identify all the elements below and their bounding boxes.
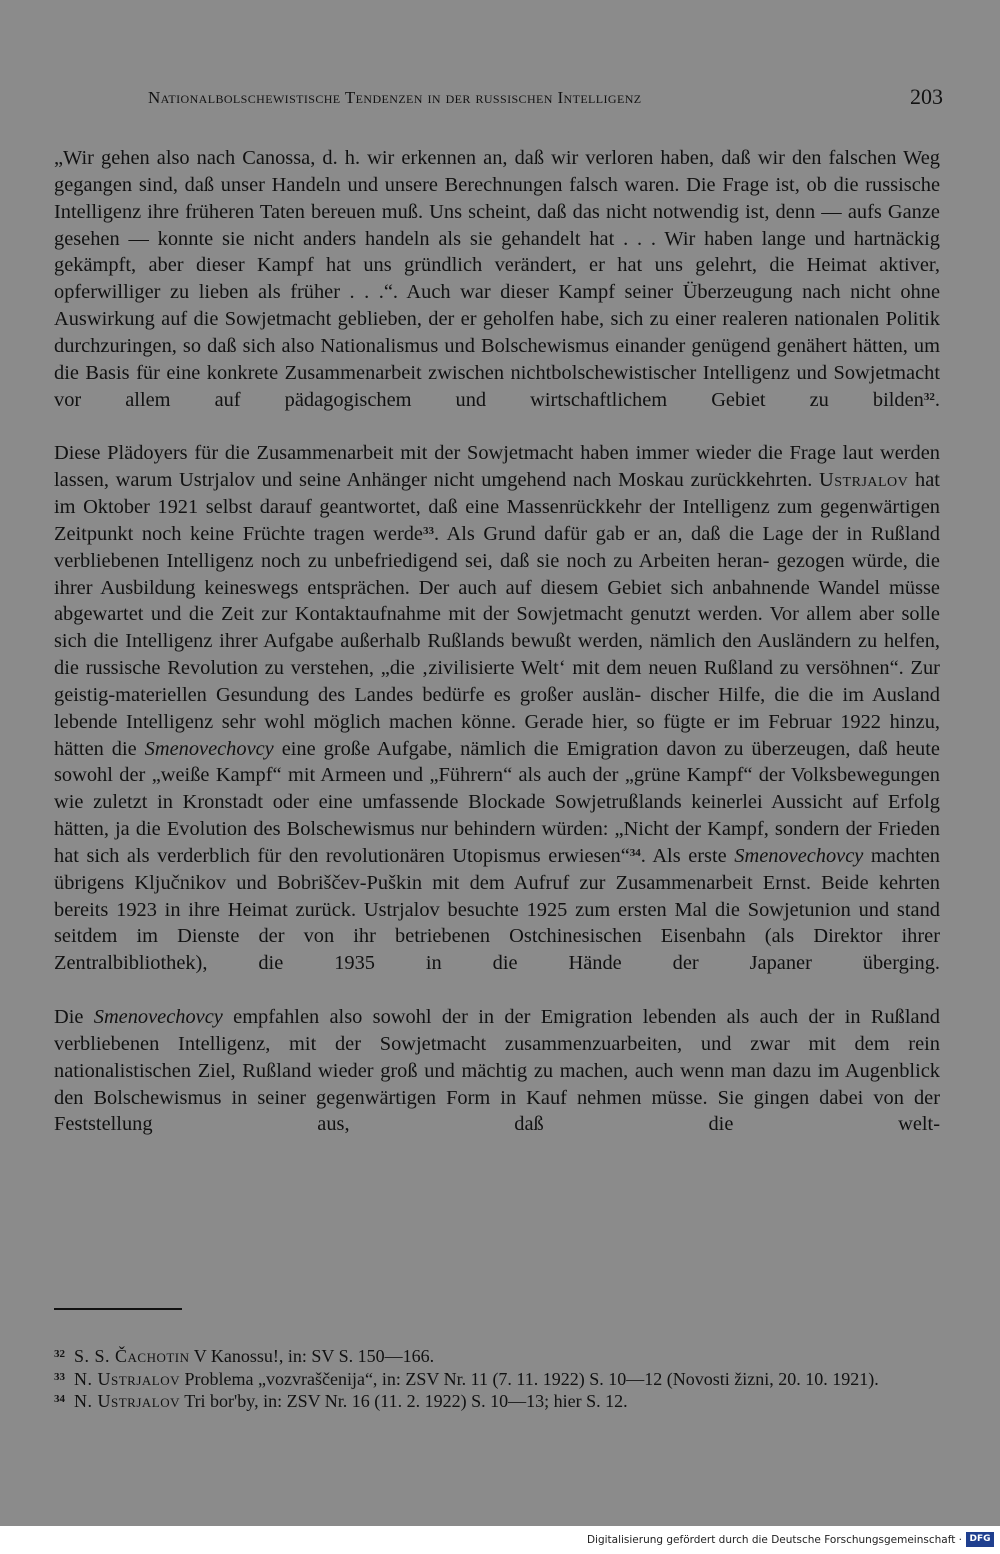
- footnote-text: Tri bor'by, in: ZSV Nr. 16 (11. 2. 1922) S. 10—13; hier S. 12.: [184, 1391, 628, 1411]
- text-line: russische Revolution zu verstehen, „die ‚zivilisierte Welt‘ mit dem neuen Rußland zu: [85, 657, 799, 680]
- footnote-author: N. Ustrjalov: [74, 1368, 181, 1389]
- author-name: Ustrjalov: [819, 469, 909, 492]
- text-line: machten übrigens Ključnikov und: [54, 844, 940, 894]
- text-line: „Nicht der Kampf, sondern der Frieden hat sich als verderblich für den revolutionären: [54, 818, 940, 867]
- footnote-text: Problema „vozvraščenija“, in: ZSV Nr. 11 (7. 11. 1922) S. 10—12 (Novosti: [184, 1368, 730, 1389]
- credit-bar: [0, 1526, 1000, 1554]
- text-line: Form in Kauf nehmen müsse. Sie gingen dabei von der Feststellung aus, daß die welt-: [54, 1086, 940, 1136]
- text-line: . Als Grund dafür gab er an, daß die Lage der in Rußland: [433, 522, 940, 545]
- text-line: Gerade hier, so fügte er im Februar 1922 hinzu, hätten die: [54, 710, 940, 760]
- text-line: opferwilliger zu lieben als früher . . .“. Auch war dieser Kampf seiner Überzeugung: [54, 281, 793, 304]
- paragraph-3: [54, 1004, 940, 1165]
- text-line: Früchte tragen werde: [242, 522, 423, 545]
- text-line: mit der Sowjetmacht genutzt werden. Vor allem aber solle sich die Intelligenz ihrer: [54, 603, 940, 653]
- text-line: . Als erste: [640, 844, 727, 867]
- italic-term: Smenovechovcy: [144, 737, 274, 760]
- footnote-divider: [54, 1308, 182, 1310]
- text-line: und stand seitdem im Dienste der von ihr betriebenen Ostchinesischen Eisenbahn (als: [54, 898, 940, 948]
- footnote-author: S. S. Čachotin: [74, 1346, 190, 1366]
- footnote-text: žizni, 20. 10. 1921).: [734, 1368, 879, 1389]
- dfg-logo-icon: DFG: [966, 1532, 994, 1547]
- paragraph-2: [54, 440, 940, 1004]
- text-line: falsch waren. Die Frage ist, ob die russische Intelligenz ihre früheren Taten bereuen: [54, 173, 940, 223]
- text-line: „Wir gehen also nach Canossa, d. h. wir erkennen an, daß wir verloren haben, daß: [54, 147, 751, 169]
- text-line: empfahlen also sowohl der in der Emigration lebenden als auch: [233, 1006, 799, 1028]
- text-line: 1923 in ihre Heimat zurück. Ustrjalov besuchte 1925 zum ersten Mal die Sowjetunion: [116, 898, 851, 921]
- text-line: Zusammenarbeit zwischen nichtbolschewistischer Intelligenz und Sowjetmacht vor allem: [54, 361, 940, 411]
- footnotes: [54, 1345, 940, 1413]
- text-line: nicht anders handeln als sie gehandelt hat . . . Wir haben lange und hartnäckig gekämpft,: [54, 227, 940, 277]
- text-line: Bobriščev-Puškin mit dem Aufruf zur Zusammenarbeit Ernst. Beide kehrten bereits: [54, 871, 940, 921]
- text-line: Bolschewismus einander genügend genähert hätten, um die Basis für eine konkrete: [54, 334, 940, 384]
- page-number: 203: [910, 84, 943, 109]
- text-line: Utopismus erwiesen“: [452, 844, 630, 867]
- text-line: versöhnen“. Zur geistig-materiellen Gesundung des Landes bedürfe es großer auslän-: [54, 657, 940, 706]
- text-line: eine große: [281, 737, 371, 760]
- text-line: Die: [54, 1006, 84, 1028]
- text-line: discher Hilfe, die die im Ausland lebende Intelligenz sehr wohl möglich machen könne.: [54, 683, 940, 733]
- text-line: verbliebenen Intelligenz noch zu unbefriedigend sei, daß sie noch zu Arbeiten heran-: [54, 549, 770, 572]
- text-line: muß. Uns scheint, daß das nicht notwendig ist, denn — aufs Ganze gesehen — konnte sie: [54, 200, 940, 250]
- text-line: gezogen würde, die ihrer Ausbildung keineswegs entsprächen. Der auch auf diesem: [54, 549, 940, 599]
- running-title: Nationalbolschewistische Tendenzen in der russischen Intelligenz: [148, 88, 642, 107]
- text-line: wir den falschen Weg gegangen sind, daß unser Handeln und unsere Berechnungen: [54, 147, 940, 196]
- footnote-34: 34 N. Ustrjalov Tri bor'by, in: ZSV Nr. 16 (11. 2. 1922) S. 10—13; hier S. 12.: [54, 1391, 628, 1411]
- footnote-33: 33 N. Ustrjalov Problema „vozvraščenija“, in: ZSV Nr. 11 (7. 11. 1922) S. 10—12 (Novosti žizni, 20. 10. 1921).: [54, 1368, 879, 1389]
- text-line: nach nicht ohne Auswirkung auf die Sowjetmacht geblieben, der er geholfen habe, sich: [54, 281, 940, 331]
- text-line: Kampf“ mit Armeen und „Führern“ als auch der „grüne Kampf“ der Volksbewegungen: [215, 764, 941, 787]
- text-line: und zwar mit dem rein nationalistischen Ziel, Rußland wieder groß und mächtig zu: [54, 1032, 940, 1082]
- text-line: Aufgabe, nämlich die Emigration davon zu überzeugen, daß heute sowohl der „weiße: [54, 737, 940, 787]
- text-line: auf pädagogischem und wirtschaftlichem Gebiet zu bilden: [214, 388, 924, 411]
- italic-term: Smenovechovcy: [93, 1006, 223, 1028]
- text-line: machen, auch wenn man dazu im Augenblick den Bolschewismus in seiner gegenwärtigen: [54, 1059, 941, 1109]
- text-line: aber dieser Kampf hat uns gründlich verändert, er hat uns gelehrt, die Heimat aktiver,: [148, 254, 940, 277]
- text-line: der in Rußland verbliebenen Intelligenz, mit der Sowjetmacht zusammenzuarbeiten,: [54, 1006, 940, 1055]
- text-line: .: [934, 388, 940, 411]
- text-line: Diese Plädoyers für die Zusammenarbeit mit der Sowjetmacht haben immer wieder die: [54, 442, 783, 465]
- footnote-ref-33[interactable]: 33: [422, 524, 434, 537]
- page-header: [148, 86, 948, 116]
- text-line: zu einer realeren nationalen Politik durchzuringen, so daß sich also Nationalismus und: [54, 308, 940, 357]
- text-line: daß eine Massenrückkehr der Intelligenz zum gegenwärtigen Zeitpunkt noch keine: [54, 495, 940, 545]
- italic-term: Smenovechovcy: [734, 844, 864, 867]
- text-line: wie zuletzt in Kronstadt oder eine umfassende Blockade Sowjetrußlands keinerlei: [54, 791, 763, 814]
- text-line: Aufgabe außerhalb Rußlands bewußt werden, nämlich den Ausländern zu helfen, die: [54, 630, 941, 680]
- text-line: Frage laut werden lassen, warum Ustrjalov und seine Anhänger nicht umgehend nach: [54, 442, 940, 492]
- footnote-ref-32[interactable]: 32: [923, 390, 935, 403]
- text-line: Aussicht auf Erfolg hätten, ja die Evolution des Bolschewismus nur behindern würden:: [54, 791, 940, 841]
- footnote-32: 32 S. S. Čachotin V Kanossu!, in: SV S. 150—166.: [54, 1346, 435, 1366]
- text-line: Gebiet sich anbahnende Wandel müsse abgewartet und die Zeit zur Kontaktaufnahme: [54, 576, 940, 626]
- text-line: Direktor ihrer Zentralbibliothek), die 1935 in die Hände der Japaner überging.: [54, 925, 940, 975]
- footnote-text: V Kanossu!, in: SV S. 150—166.: [193, 1346, 435, 1366]
- footnote-ref-34[interactable]: 34: [629, 846, 641, 859]
- text-line: Moskau zurückkehrten.: [618, 469, 813, 492]
- footnote-author: N. Ustrjalov: [74, 1391, 181, 1411]
- digitization-credit: Digitalisierung gefördert durch die Deutsche Forschungsgemeinschaft ·: [586, 1534, 962, 1546]
- text-line: hat im Oktober 1921 selbst darauf geantwortet,: [54, 469, 940, 518]
- paragraph-1: [54, 145, 940, 440]
- body-text: [54, 145, 940, 1165]
